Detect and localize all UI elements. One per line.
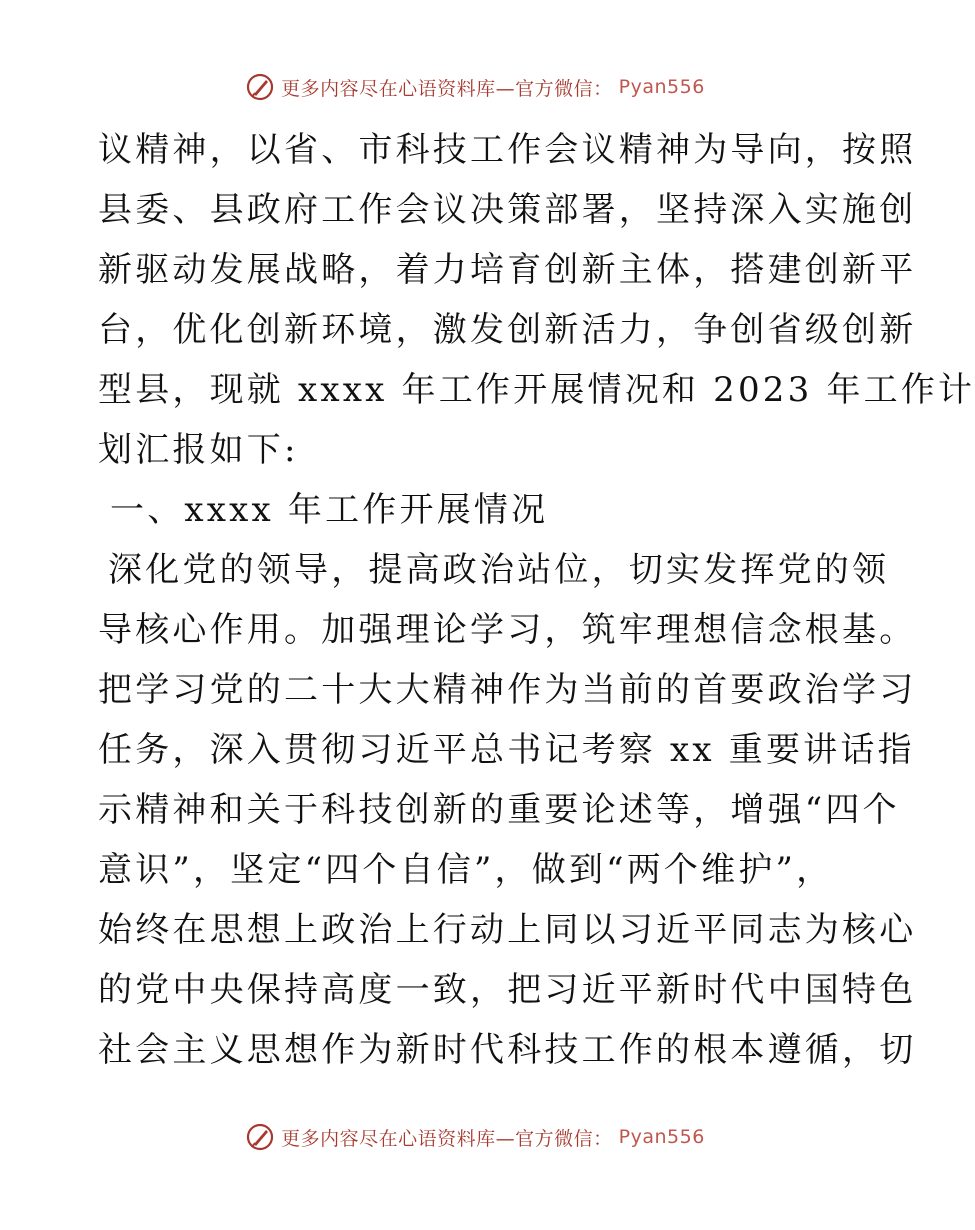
text-line: 台，优化创新环境，激发创新活力，争创省级创新 [98,310,917,350]
header-watermark [0,72,950,102]
watermark-wechat-id: Pyan556 [618,1126,705,1148]
section-heading: 一、xxxx 年工作开展情况 [110,490,549,530]
text-line: 型县，现就 xxxx 年工作开展情况和 2023 年工作计 [98,370,975,410]
watermark-text: 更多内容尽在心语资料库—官方微信： [281,1127,613,1150]
text-line: 县委、县政府工作会议决策部署，坚持深入实施创 [98,190,917,230]
document-body [98,120,975,1080]
quill-logo-icon [245,1122,275,1152]
text-line: 意识”，坚定“四个自信”，做到“两个维护”， [98,850,834,890]
text-line: 把学习党的二十大大精神作为当前的首要政治学习 [98,670,917,710]
text-line: 示精神和关于科技创新的重要论述等，增强“四个 [98,790,900,830]
text-line: 新驱动发展战略，着力培育创新主体，搭建创新平 [98,250,917,290]
text-line: 的党中央保持高度一致，把习近平新时代中国特色 [98,970,917,1010]
text-line: 深化党的领导，提高政治站位，切实发挥党的领 [108,550,890,590]
text-line: 任务，深入贯彻习近平总书记考察 xx 重要讲话指 [98,730,915,770]
text-line: 始终在思想上政治上行动上同以习近平同志为核心 [98,910,917,950]
quill-logo-icon [245,72,275,102]
watermark-text: 更多内容尽在心语资料库—官方微信： [281,77,613,100]
text-line: 导核心作用。加强理论学习，筑牢理想信念根基。 [98,610,917,650]
text-line: 社会主义思想作为新时代科技工作的根本遵循，切 [98,1030,917,1070]
text-line: 议精神，以省、市科技工作会议精神为导向，按照 [98,130,917,170]
watermark-wechat-id: Pyan556 [618,76,705,98]
text-line: 划汇报如下: [98,430,299,470]
footer-watermark [0,1122,950,1152]
